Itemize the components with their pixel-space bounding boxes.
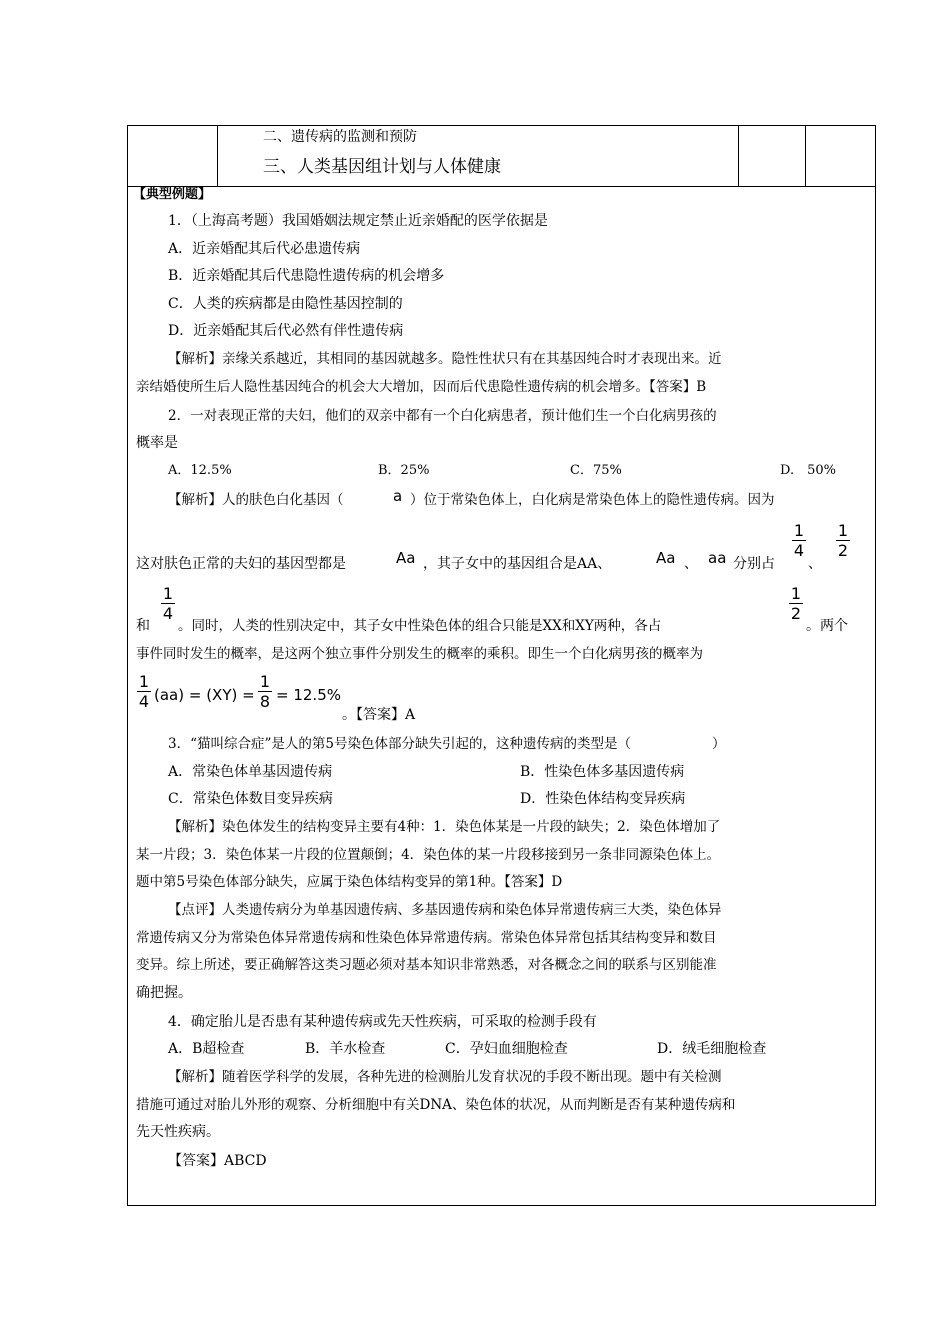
q3-comment-line-4: 确把握。 (136, 985, 192, 1001)
q2-analysis-2c: 、 (684, 556, 698, 572)
q3-option-c: C．常染色体数目变异疾病 (168, 791, 333, 807)
q2-analysis-3b: 。同时，人类的性别决定中，其子女中性染色体的组合只能是XX和XY两种，各占 (178, 618, 662, 634)
column-divider (738, 126, 739, 186)
fraction-one-half: 1 2 (790, 584, 802, 623)
q3-option-a: A．常染色体单基因遗传病 (168, 764, 333, 780)
gene-symbol: a (393, 487, 403, 505)
fraction-one-quarter: 1 4 (138, 672, 150, 711)
q2-analysis-1a: 【解析】人的肤色白化基因（ (168, 492, 344, 508)
q3-stem: 3．“猫叫综合症”是人的第5号染色体部分缺失引起的，这种遗传病的类型是（ ） (168, 736, 726, 752)
column-divider (805, 126, 806, 186)
q2-answer: 。【答案】A (342, 707, 416, 723)
q1-analysis-line-1: 【解析】亲缘关系越近，其相同的基因就越多。隐性性状只有在其基因纯合时才表现出来。近 (168, 351, 722, 367)
q2-analysis-3c: 。两个 (806, 618, 848, 634)
genotype-aa: Aa (656, 549, 676, 567)
section-title: 【典型例题】 (133, 187, 212, 202)
q3-option-d: D．性染色体结构变异疾病 (520, 791, 686, 807)
q2-stem-line-2: 概率是 (136, 435, 178, 451)
fraction-one-eighth: 1 8 (259, 672, 271, 711)
header-line-1: 二、遗传病的监测和预防 (263, 129, 417, 145)
q4-analysis-line-1: 【解析】随着医学科学的发展，各种先进的检测胎儿发育状况的手段不断出现。题中有关检测 (168, 1069, 722, 1085)
q4-stem: 4．确定胎儿是否患有某种遗传病或先天性疾病，可采取的检测手段有 (168, 1014, 597, 1030)
q2-analysis-4: 事件同时发生的概率，是这两个独立事件分别发生的概率的乘积。即生一个白化病男孩的概率为 (136, 646, 703, 662)
equation-result: = 12.5% (276, 686, 341, 704)
q1-option-d: D．近亲婚配其后代必然有伴性遗传病 (168, 323, 404, 339)
q4-analysis-line-3: 先天性疾病。 (136, 1124, 220, 1140)
q2-option-c: C．75% (570, 463, 622, 478)
q3-analysis-line-2: 某一片段；3．染色体某一片段的位置颠倒；4．染色体的某一片段移接到另一条非同源染色体上。 (136, 847, 721, 863)
q2-analysis-1b: ）位于常染色体上，白化病是常染色体上的隐性遗传病。因为 (410, 492, 775, 508)
q4-answer: 【答案】ABCD (168, 1153, 267, 1169)
fraction-one-half: 1 2 (837, 521, 849, 560)
q2-stem-line-1: 2．一对表现正常的夫妇，他们的双亲中都有一个白化病患者，预计他们生一个白化病男孩的 (168, 408, 717, 424)
fraction-one-quarter: 1 4 (793, 521, 805, 560)
q2-option-b: B．25% (378, 463, 430, 478)
q1-option-c: C．人类的疾病都是由隐性基因控制的 (168, 296, 403, 312)
q1-stem: 1．（上海高考题）我国婚姻法规定禁止近亲婚配的医学依据是 (168, 213, 548, 229)
column-divider (217, 126, 218, 186)
q3-analysis-line-1: 【解析】染色体发生的结构变异主要有4种：1．染色体某是一片段的缺失；2．染色体增加了 (168, 819, 721, 835)
q1-analysis-line-2: 亲结婚使所生后人隐性基因纯合的机会大大增加，因而后代患隐性遗传病的机会增多。【答案】B (136, 379, 707, 395)
header-row (128, 126, 875, 187)
genotype-aa: aa (708, 549, 727, 567)
q2-analysis-2d: 分别占 (733, 556, 775, 572)
q3-option-b: B．性染色体多基因遗传病 (520, 764, 685, 780)
header-line-2: 三、人类基因组计划与人体健康 (263, 157, 501, 177)
q4-option-d: D．绒毛细胞检查 (657, 1041, 767, 1057)
q2-analysis-2a: 这对肤色正常的夫妇的基因型都是 (136, 556, 346, 572)
q4-analysis-line-2: 措施可通过对胎儿外形的观察、分析细胞中有关DNA、染色体的状况，从而判断是否有某种遗传病和 (136, 1097, 736, 1113)
q4-option-a: A．B超检查 (168, 1041, 245, 1057)
q4-option-c: C．孕妇血细胞检查 (445, 1041, 568, 1057)
q3-comment-line-2: 常遗传病又分为常染色体异常遗传病和性染色体异常遗传病。常染色体异常包括其结构变异和数目 (136, 930, 717, 946)
q3-analysis-line-3: 题中第5号染色体部分缺失，应属于染色体结构变异的第1种。【答案】D (136, 874, 563, 890)
q1-option-a: A．近亲婚配其后代必患遗传病 (168, 241, 361, 257)
q2-option-a: A．12.5% (168, 463, 232, 478)
q3-comment-line-1: 【点评】人类遗传病分为单基因遗传病、多基因遗传病和染色体异常遗传病三大类，染色体异 (168, 902, 722, 918)
fraction-one-quarter: 1 4 (162, 584, 174, 623)
q2-analysis-3a: 和 (136, 618, 150, 634)
q2-option-d: D. 50% (780, 463, 836, 478)
q1-option-b: B．近亲婚配其后代患隐性遗传病的机会增多 (168, 268, 445, 284)
equation-middle: (aa) = (XY) = (154, 686, 255, 704)
q3-comment-line-3: 变异。综上所述，要正确解答这类习题必须对基本知识非常熟悉，对各概念之间的联系与区别能准 (136, 957, 717, 973)
q4-option-b: B．羊水检查 (305, 1041, 386, 1057)
genotype-aa: Aa (396, 549, 416, 567)
q2-analysis-2b: ，其子女中的基因组合是AA、 (423, 556, 612, 572)
q2-analysis-2e: 、 (808, 556, 822, 572)
